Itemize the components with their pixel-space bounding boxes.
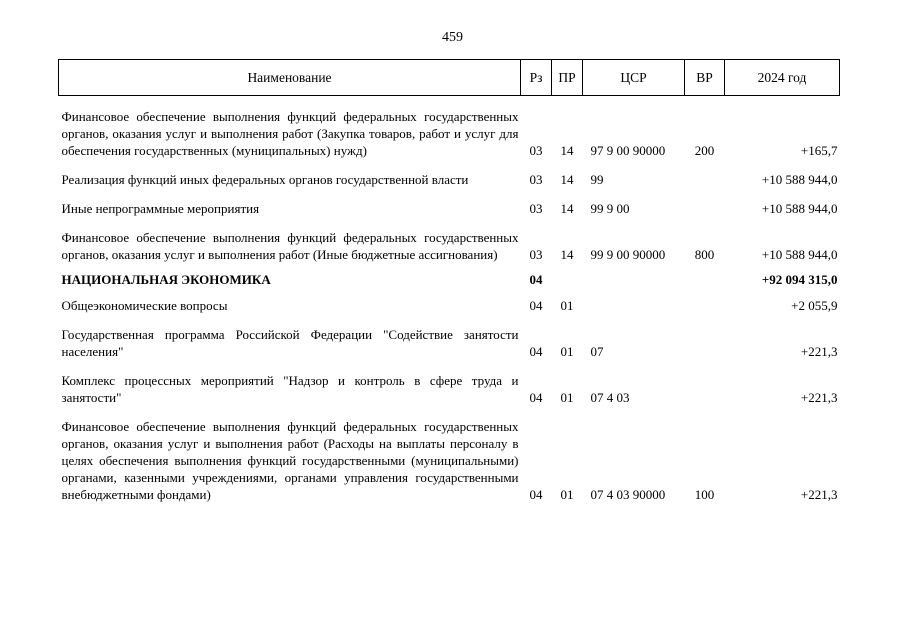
row-csr: 99 9 00	[590, 201, 630, 216]
row-amount: +2 055,9	[791, 298, 838, 313]
row-spacer	[59, 217, 840, 229]
row-rz: 04	[529, 390, 543, 405]
row-amount: +221,3	[800, 344, 838, 359]
table-header	[59, 60, 840, 96]
row-rz: 04	[529, 487, 543, 502]
row-rz: 03	[529, 143, 543, 158]
table-row	[59, 326, 840, 360]
row-csr: 97 9 00 90000	[590, 143, 666, 158]
row-csr: 99	[590, 172, 604, 187]
row-amount: +10 588 944,0	[761, 172, 838, 187]
row-amount: +165,7	[800, 143, 838, 158]
row-csr: 07 4 03 90000	[590, 487, 666, 502]
header-pr: ПР	[552, 60, 583, 96]
row-name: Финансовое обеспечение выполнения функций федеральных государственных органов, оказания услуг и выполнения работ (Закупка товаров, работ и услуг для обеспечения государственных (муниципальных) нужд)	[61, 109, 519, 158]
row-spacer	[59, 406, 840, 418]
row-rz: 03	[529, 172, 543, 187]
header-rz: Рз	[521, 60, 552, 96]
spacer-cell	[59, 96, 840, 109]
table-row	[59, 372, 840, 406]
row-csr	[583, 297, 685, 314]
table-row	[59, 418, 840, 503]
table-row	[59, 297, 840, 314]
row-csr: 07 4 03	[590, 390, 630, 405]
row-name: Финансовое обеспечение выполнения функций федеральных государственных органов, оказания услуг и выполнения работ (Иные бюджетные ассигнования)	[61, 230, 519, 262]
row-pr: 14	[560, 247, 574, 262]
row-pr	[552, 271, 583, 288]
row-name: НАЦИОНАЛЬНАЯ ЭКОНОМИКА	[61, 272, 271, 287]
row-pr: 14	[560, 201, 574, 216]
row-amount: +92 094 315,0	[761, 272, 838, 287]
row-vr: 200	[694, 143, 715, 158]
header-vr: ВР	[685, 60, 725, 96]
row-amount: +221,3	[800, 390, 838, 405]
row-pr: 14	[560, 172, 574, 187]
header-name: Наименование	[59, 60, 521, 96]
row-vr	[685, 326, 725, 360]
row-rz: 03	[529, 247, 543, 262]
row-pr: 01	[560, 390, 574, 405]
row-pr: 01	[560, 298, 574, 313]
row-vr	[685, 171, 725, 188]
row-vr: 100	[694, 487, 715, 502]
row-vr	[685, 271, 725, 288]
row-spacer	[59, 360, 840, 372]
row-rz: 04	[529, 344, 543, 359]
row-spacer	[59, 314, 840, 326]
row-amount: +221,3	[800, 487, 838, 502]
spacer-cell	[59, 263, 840, 271]
row-name: Общеэкономические вопросы	[61, 298, 228, 313]
row-name: Иные непрограммные мероприятия	[61, 201, 260, 216]
table-row	[59, 171, 840, 188]
spacer-cell	[59, 217, 840, 229]
row-spacer	[59, 96, 840, 109]
table-row	[59, 271, 840, 288]
row-spacer	[59, 288, 840, 297]
row-csr: 99 9 00 90000	[590, 247, 666, 262]
row-rz: 03	[529, 201, 543, 216]
spacer-cell	[59, 314, 840, 326]
table-row	[59, 108, 840, 159]
row-spacer	[59, 159, 840, 171]
row-csr: 07	[590, 344, 604, 359]
row-vr	[685, 297, 725, 314]
row-rz: 04	[529, 298, 543, 313]
budget-table	[58, 59, 840, 503]
header-row	[59, 60, 840, 96]
row-amount: +10 588 944,0	[761, 201, 838, 216]
row-name: Реализация функций иных федеральных органов государственной власти	[61, 172, 469, 187]
table-row	[59, 229, 840, 263]
table-body	[59, 96, 840, 504]
row-pr: 01	[560, 487, 574, 502]
spacer-cell	[59, 360, 840, 372]
page-number: 459	[442, 30, 463, 45]
spacer-cell	[59, 159, 840, 171]
row-vr: 800	[694, 247, 715, 262]
row-pr: 01	[560, 344, 574, 359]
spacer-cell	[59, 188, 840, 200]
table-row	[59, 200, 840, 217]
row-vr	[685, 200, 725, 217]
row-name: Комплекс процессных мероприятий "Надзор и контроль в сфере труда и занятости"	[61, 373, 519, 405]
row-amount: +10 588 944,0	[761, 247, 838, 262]
row-csr	[583, 271, 685, 288]
header-year: 2024 год	[725, 60, 840, 96]
row-vr	[685, 372, 725, 406]
row-spacer	[59, 188, 840, 200]
spacer-cell	[59, 406, 840, 418]
row-rz: 04	[529, 272, 543, 287]
row-spacer	[59, 263, 840, 271]
spacer-cell	[59, 288, 840, 297]
header-csr: ЦСР	[583, 60, 685, 96]
row-pr: 14	[560, 143, 574, 158]
row-name: Финансовое обеспечение выполнения функций федеральных государственных органов, оказания услуг и выполнения работ (Расходы на выплаты персоналу в целях обеспечения выполнения функций государственными (муниципальными) органами, казенными учреждениями, органами управления государственными внебюджетными фондами)	[61, 419, 519, 502]
row-name: Государственная программа Российской Федерации "Содействие занятости населения"	[61, 327, 519, 359]
